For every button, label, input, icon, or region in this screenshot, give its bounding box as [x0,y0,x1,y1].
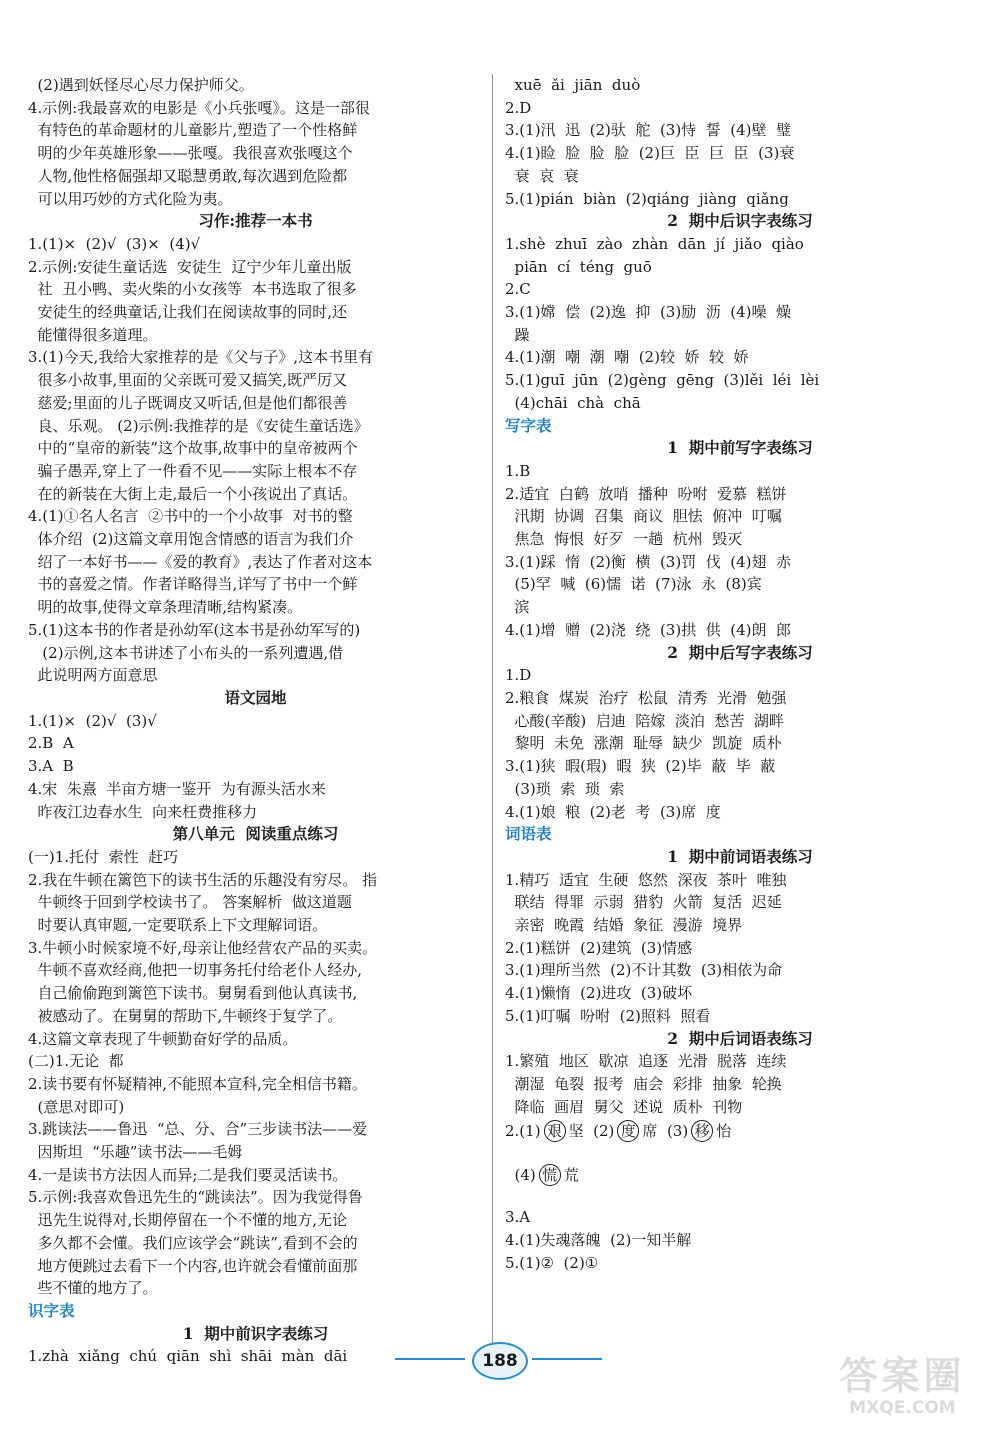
answer-line: 2.D [505,98,532,117]
answer-prefix: 2.(1) [505,1122,541,1141]
section-heading: 习作:推荐一本书 [198,211,313,231]
answer-line: 躁 [505,325,530,344]
answer-line: 2.读书要有怀疑精神,不能照本宣科,完全相信书籍。 [28,1074,367,1093]
answer-line: 1.zhà xiǎng chú qiān shì shāi màn dāi [28,1347,348,1366]
answer-line: 安徒生的经典童话,让我们在阅读故事的同时,还 [28,303,348,322]
answer-line: (意思对即可) [28,1097,125,1116]
answer-line: 联结 得罪 示弱 猎豹 火箭 复活 迟延 [505,893,782,912]
left-column [28,74,483,1368]
answer-line: 1.繁殖 地区 歇凉 追逐 光滑 脱落 连续 [505,1052,787,1071]
answer-line: (4)chāi chà chā [505,393,641,412]
answer-line: 潮湿 龟裂 报考 庙会 彩排 抽象 轮换 [505,1074,782,1093]
answer-line: 3.(1)嫦 偿 (2)逸 抑 (3)励 沥 (4)噪 燥 [505,303,792,322]
watermark-url: MXQE.COM [849,1398,956,1418]
answer-line: 迅先生说得对,长期停留在一个不懂的地方,无论 [28,1211,348,1230]
answer-line: 4.一是读书方法因人而异;二是我们要灵活读书。 [28,1165,348,1184]
answer-line: 3.(1)汛 迅 (2)驮 舵 (3)恃 誓 (4)壁 璧 [505,121,792,140]
table-section-label: 写字表 [505,416,552,435]
section-heading: 第八单元 阅读重点练习 [172,824,339,844]
answer-line: 滨 [505,598,530,617]
answer-line: 5.(1)这本书的作者是孙幼军(这本书是孙幼军写的) [28,620,361,639]
section-heading: 2 期中后写字表练习 [667,642,813,662]
answer-char: 席 [642,1122,658,1141]
answer-line: 2.适宜 白鹤 放哨 播种 吩咐 爱慕 糕饼 [505,484,787,503]
answer-line: 5.(1)guī jūn (2)gèng gēng (3)lěi léi lèi [505,371,820,390]
answer-line: 有特色的革命题材的儿童影片,塑造了一个性格鲜 [28,121,358,140]
answer-line: 1.(1)× (2)√ (3)× (4)√ [28,234,201,253]
watermark-logo [815,1355,990,1425]
answer-line: 心酸(辛酸) 启迪 陪嫁 淡泊 愁苦 湖畔 [505,711,784,730]
answer-line: 时要认真审题,一定要联系上下文理解词语。 [28,916,328,935]
answer-line: 些不懂的地方了。 [28,1279,158,1298]
answer-line: 1.B [505,461,531,480]
answer-line: 3.牛顿小时候家境不好,母亲让他经营农产品的买卖。 [28,938,378,957]
line-gap [505,1144,975,1162]
answer-line: 1.精巧 适宜 生硬 悠然 深夜 茶叶 唯独 [505,870,787,889]
circled-char: 度 [617,1120,639,1142]
answer-line: 可以用巧妙的方式化险为夷。 [28,189,233,208]
section-heading: 1 期中前词语表练习 [667,846,813,866]
watermark-text: 答案圈 [839,1354,966,1398]
table-section-label: 词语表 [505,825,552,844]
answer-line: 5.(1)② (2)① [505,1253,599,1272]
answer-line: 中的“皇帝的新装”这个故事,故事中的皇帝被两个 [28,439,358,458]
answer-line: 明的少年英雄形象——张嘎。我很喜欢张嘎这个 [28,144,353,163]
section-heading: 2 期中后识字表练习 [667,211,813,231]
answer-line: 亲密 晚霞 结婚 象征 漫游 境界 [505,916,743,935]
answer-line: 2.C [505,280,531,299]
answer-line: 被感动了。在舅舅的帮助下,牛顿终于复学了。 [28,1006,343,1025]
answer-line: 4.(1)增 赠 (2)浇 绕 (3)拱 供 (4)朗 郎 [505,620,792,639]
answer-line: 5.示例:我喜欢鲁迅先生的“跳读法”。因为我觉得鲁 [28,1188,363,1207]
circled-char: 慌 [539,1164,561,1186]
answer-line: 3.A B [28,757,74,776]
answer-line: 2.我在牛顿在篱笆下的读书生活的乐趣没有穷尽。 指 [28,870,378,889]
answer-line: 3.(1)踩 惰 (2)衡 横 (3)罚 伐 (4)翅 赤 [505,552,792,571]
answer-line: 社 丑小鸭、卖火柴的小女孩等 本书选取了很多 [28,280,357,299]
answer-line: 焦急 悔恨 好歹 一趟 杭州 毁灭 [505,530,743,549]
answer-line: 4.(1)娘 粮 (2)老 考 (3)席 度 [505,802,721,821]
answer-line: 书的喜爱之情。作者详略得当,详写了书中一个鲜 [28,575,358,594]
page-number: 188 [472,1342,528,1380]
section-heading: 1 期中前识字表练习 [182,1323,329,1343]
answer-line: 昨夜江边春水生 向来枉费推移力 [28,802,258,821]
answer-line: (5)罕 喊 (6)懦 诺 (7)泳 永 (8)宾 [505,575,762,594]
answer-prefix: (2) [593,1122,615,1141]
right-column [505,74,975,1274]
answer-line: xuē ǎi jiān duò [505,76,641,94]
answer-line: 5.(1)pián biàn (2)qiáng jiàng qiǎng [505,189,789,208]
answer-line: 3.跳读法——鲁迅 “总、分、合”三步读书法——爱 [28,1120,368,1139]
answer-line: 体介绍 (2)这篇文章用饱含情感的语言为我们介 [28,530,354,549]
answer-line: 4.宋 朱熹 半亩方塘一鉴开 为有源头活水来 [28,779,326,798]
answer-line: 能懂得很多道理。 [28,325,158,344]
answer-line: 很多小故事,里面的父亲既可爱又搞笑,既严厉又 [28,371,348,390]
circled-answer-line [505,1162,975,1188]
answer-char: 荒 [563,1166,579,1185]
section-heading: 1 期中前写字表练习 [667,438,813,458]
answer-line: 2.示例:安徒生童话选 安徒生 辽宁少年儿童出版 [28,257,352,276]
answer-line: (2)示例,这本书讲述了小布头的一系列遭遇,借 [28,643,344,662]
answer-line: 2.B A [28,734,74,753]
answer-line: 黎明 未免 涨潮 耻辱 缺少 凯旋 质朴 [505,734,782,753]
answer-prefix: (3) [666,1122,689,1141]
footer-line-right [532,1358,602,1360]
answer-line: 在的新装在大街上走,最后一个小孩说出了真话。 [28,484,358,503]
section-heading: 2 期中后词语表练习 [667,1028,813,1048]
answer-line: (2)遇到妖怪尽心尽力保护师父。 [28,76,254,94]
answer-line: 绍了一本好书——《爱的教育》,表达了作者对这本 [28,552,373,571]
answer-line: 汛期 协调 召集 商议 胆怯 俯冲 叮嘱 [505,507,782,526]
answer-line: 自己偷偷跑到篱笆下读书。舅舅看到他认真读书, [28,984,358,1003]
answer-line: 明的故事,使得文章条理清晰,结构紧凑。 [28,598,303,617]
answer-line: 牛顿不喜欢经商,他把一切事务托付给老仆人经办, [28,961,363,980]
circled-answer-line [505,1118,975,1144]
answer-line: 1.shè zhuī zào zhàn dān jí jiǎo qiào [505,234,804,253]
answer-line: 降临 画眉 舅父 述说 质朴 刊物 [505,1097,743,1116]
answer-line: (3)琐 索 琐 索 [505,779,625,798]
answer-line: 因斯坦 “乐趣”读书法——毛姆 [28,1143,243,1162]
answer-line: 慈爱;里面的儿子既调皮又听话,但是他们都很善 [28,393,348,412]
answer-line: 3.A [505,1208,531,1227]
answer-line: (一)1.托付 索性 赶巧 [28,847,179,866]
answer-prefix: (4) [505,1166,536,1185]
answer-line: 5.(1)叮嘱 吩咐 (2)照料 照看 [505,1006,711,1025]
answer-line: 地方便跳过去看下一个内容,也许就会看懂前面那 [28,1256,358,1275]
answer-line: 3.(1)理所当然 (2)不计其数 (3)相依为命 [505,961,783,980]
answer-line: 骗子愚弄,穿上了一件看不见——实际上根本不存 [28,461,358,480]
answer-line: (二)1.无论 都 [28,1052,124,1071]
answer-line: 4.(1)懒惰 (2)进攻 (3)破坏 [505,984,693,1003]
answer-line: piān cí téng guō [505,257,652,276]
answer-line: 人物,他性格倔强却又聪慧勇敢,每次遇到危险都 [28,166,348,185]
circled-char: 移 [691,1120,713,1142]
answer-line: 4.(1)潮 嘲 潮 嘲 (2)较 娇 较 娇 [505,348,749,367]
answer-line: 4.示例:我最喜欢的电影是《小兵张嘎》。这是一部很 [28,98,370,117]
answer-line: 良、乐观。 (2)示例:我推荐的是《安徒生童话选》 [28,416,369,435]
answer-char: 坚 [568,1122,584,1141]
answer-line: 1.(1)× (2)√ (3)√ [28,711,157,730]
footer-line-left [395,1358,465,1360]
answer-line: 4.这篇文章表现了牛顿勤奋好学的品质。 [28,1029,298,1048]
answer-line: 4.(1)①名人名言 ②书中的一个小故事 对书的整 [28,507,353,526]
answer-char: 怡 [716,1122,732,1141]
answer-line: 3.(1)狭 暇(瑕) 暇 狭 (2)毕 蔽 毕 蔽 [505,757,776,776]
answer-line: 此说明两方面意思 [28,666,158,685]
table-section-label: 识字表 [28,1301,75,1320]
answer-line: 牛顿终于回到学校读书了。 答案解析 做这道题 [28,893,352,912]
answer-line: 1.D [505,666,532,685]
column-divider [492,74,493,1344]
answer-line: 2.(1)糕饼 (2)建筑 (3)情感 [505,938,693,957]
answer-line: 2.粮食 煤炭 治疗 松鼠 清秀 光滑 勉强 [505,688,787,707]
section-heading: 语文园地 [224,687,287,707]
answer-line: 衰 哀 衰 [505,166,579,185]
circled-char: 艰 [544,1120,566,1142]
line-gap [505,1188,975,1206]
answer-line: 4.(1)睑 脸 脸 脸 (2)巨 臣 巨 臣 (3)衰 [505,144,795,163]
answer-line: 多久都不会懂。我们应该学会“跳读”,看到不会的 [28,1233,358,1252]
answer-line: 3.(1)今天,我给大家推荐的是《父与子》,这本书里有 [28,348,374,367]
answer-line: 4.(1)失魂落魄 (2)一知半解 [505,1231,692,1250]
